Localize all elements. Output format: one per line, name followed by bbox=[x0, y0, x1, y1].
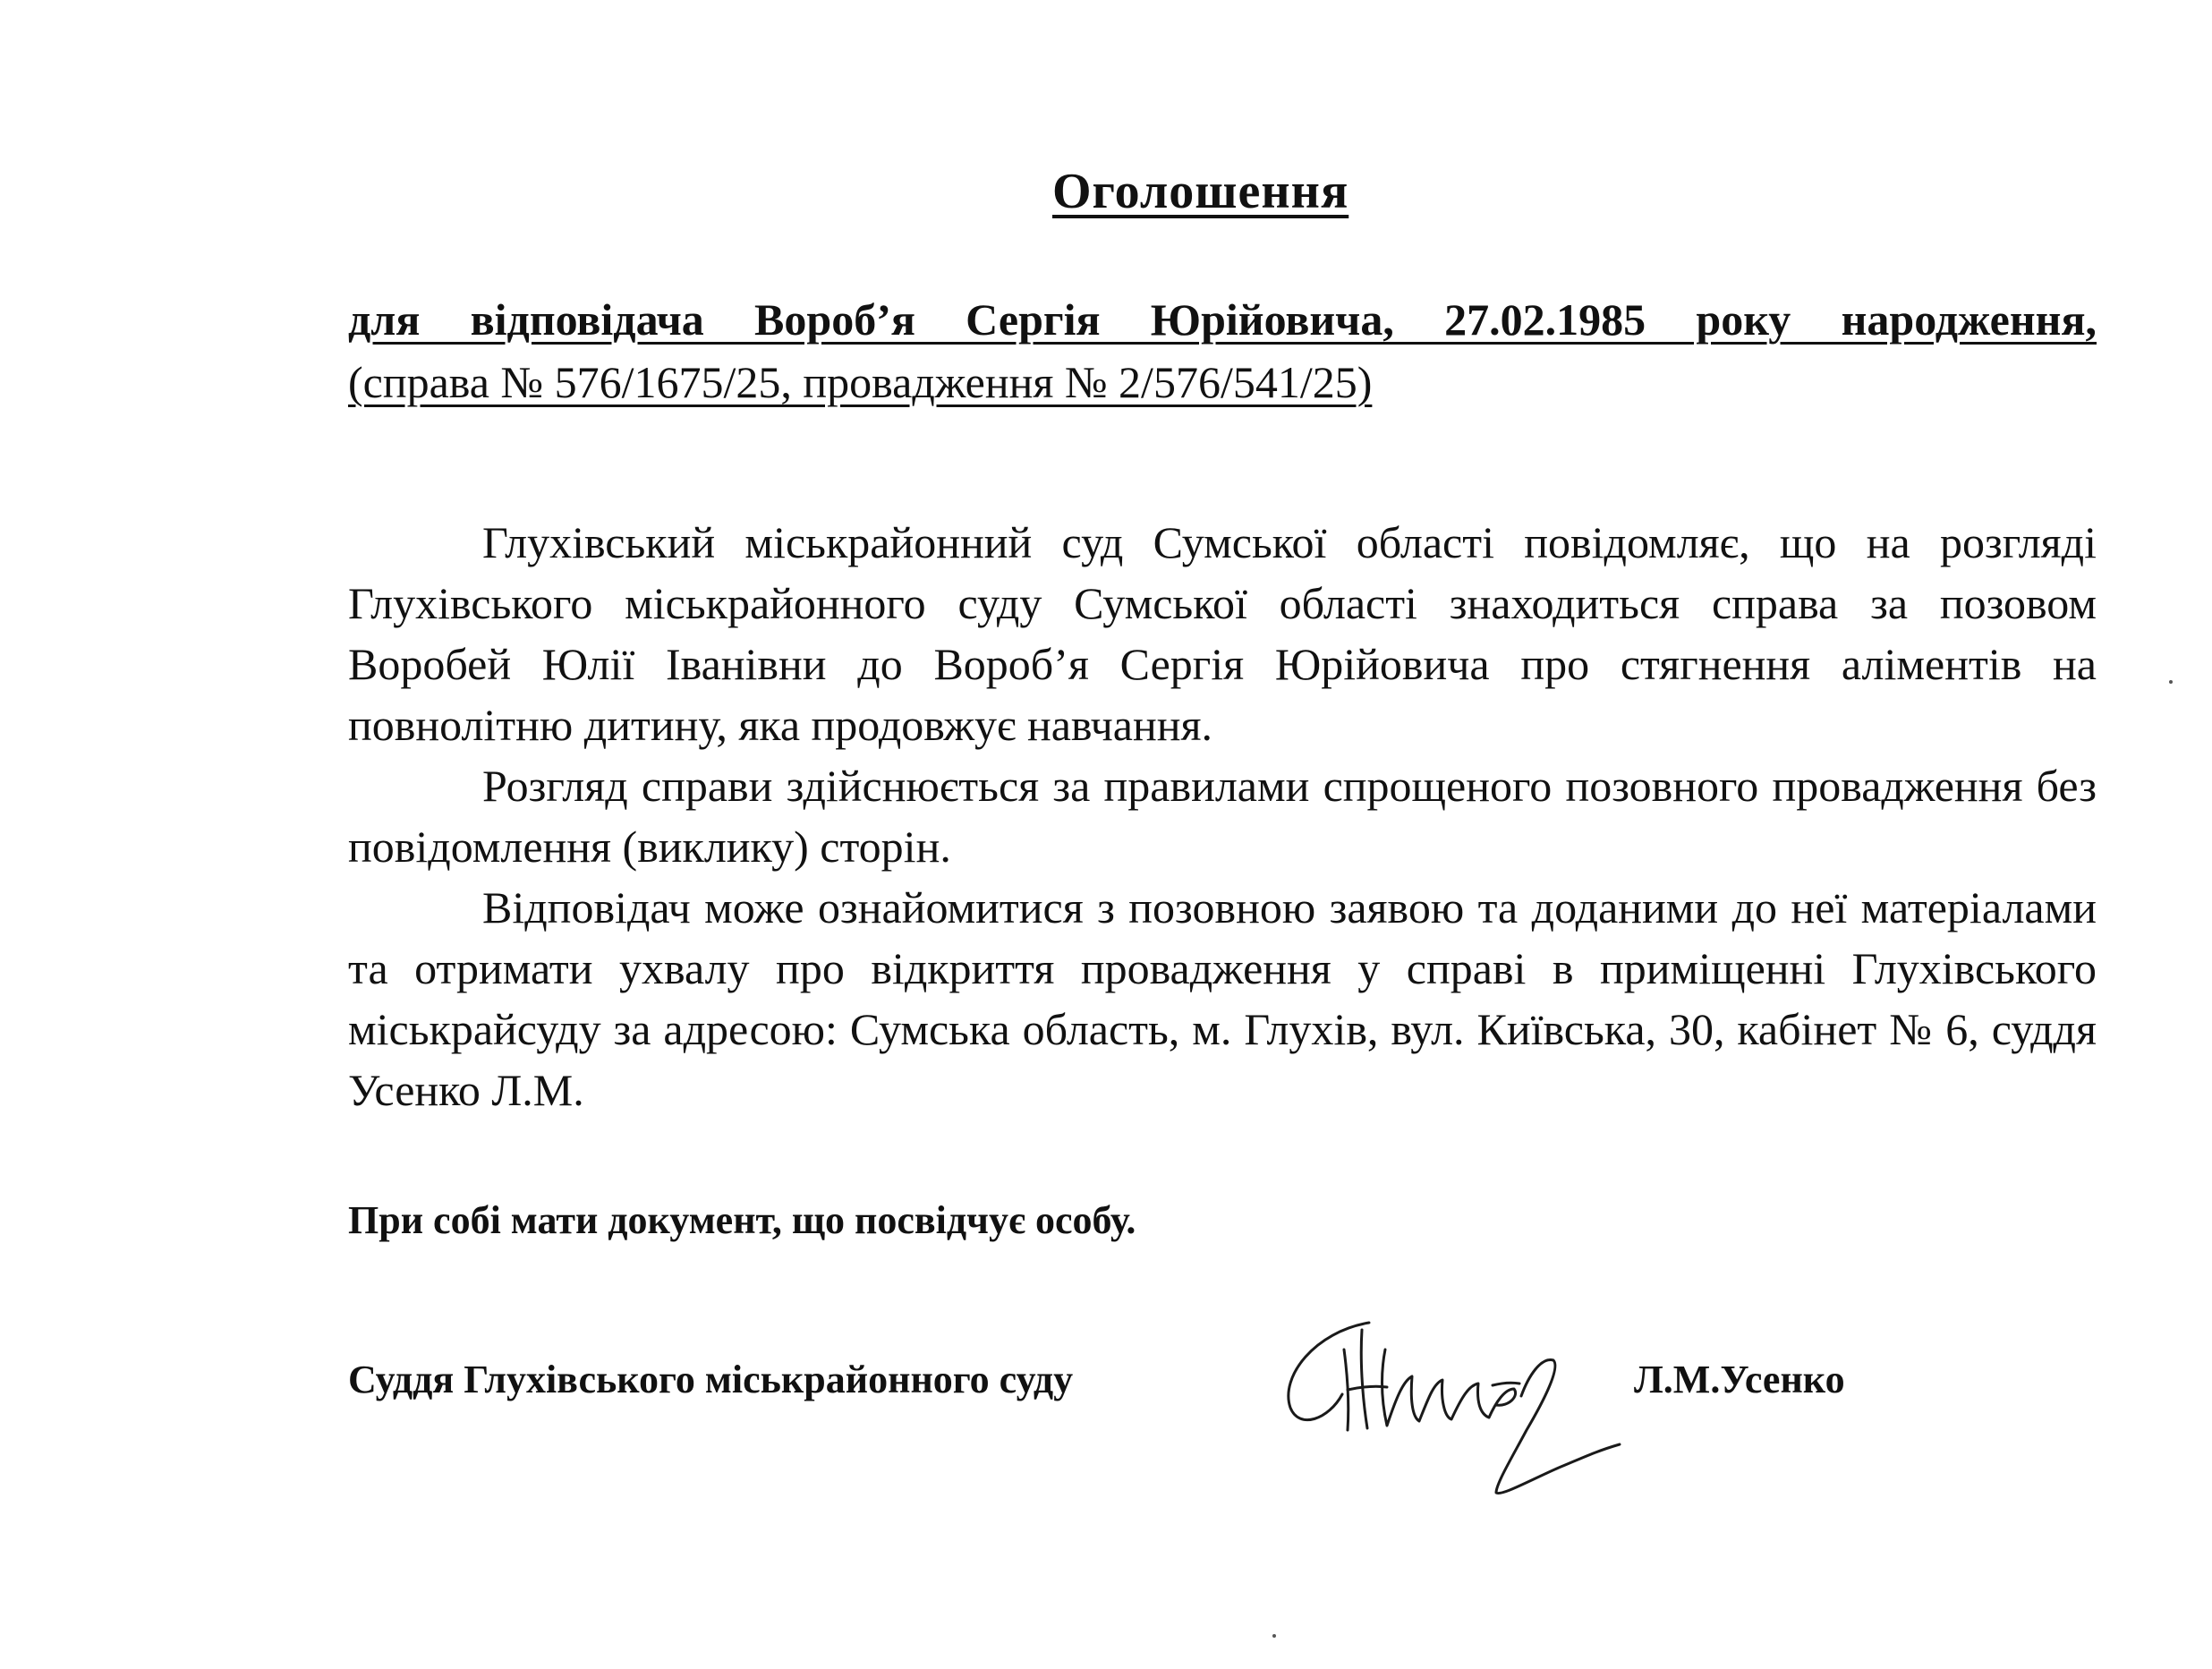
handwritten-signature-icon bbox=[1262, 1314, 1638, 1520]
paragraph-access-materials: Відповідач може ознайомитися з позовною заявою та доданими до неї матеріалами та отримати ухвалу про відкриття провадження у справі в приміщенні Глухівського міськрайсуду за адресою: Сумська область, м. Глухів, вул. Київська, 30, кабінет № 6, суддя Усенко Л.М. bbox=[348, 882, 2097, 1115]
scan-speck bbox=[1272, 1634, 1276, 1638]
announcement-body bbox=[348, 512, 2097, 1120]
judge-title: Суддя Глухівського міськрайонного суду bbox=[348, 1358, 1074, 1401]
scan-speck bbox=[2169, 680, 2173, 684]
judge-name: Л.М.Усенко bbox=[1634, 1358, 1845, 1401]
document-title: Оголошення bbox=[1052, 164, 1349, 219]
paragraph-court-notice: Глухівський міськрайонний суд Сумської області повідомляє, що на розгляді Глухівського міськрайонного суду Сумської області знаходиться справа за позовом Воробей Юлії Іванівни до Вороб’я Сергія Юрійовича про стягнення аліментів на повнолітню дитину, яка продовжує навчання. bbox=[348, 517, 2097, 750]
recipient-line: для відповідача Вороб’я Сергія Юрійовича, 27.02.1985 року народження, bbox=[348, 294, 2097, 345]
case-reference: (справа № 576/1675/25, провадження № 2/576/541/25) bbox=[348, 357, 1373, 407]
paragraph-procedure: Розгляд справи здійснюється за правилами спрощеного позовного провадження без повідомлення (виклику) сторін. bbox=[348, 761, 2097, 872]
identity-document-notice: При собі мати документ, що посвідчує особу. bbox=[348, 1198, 1136, 1242]
